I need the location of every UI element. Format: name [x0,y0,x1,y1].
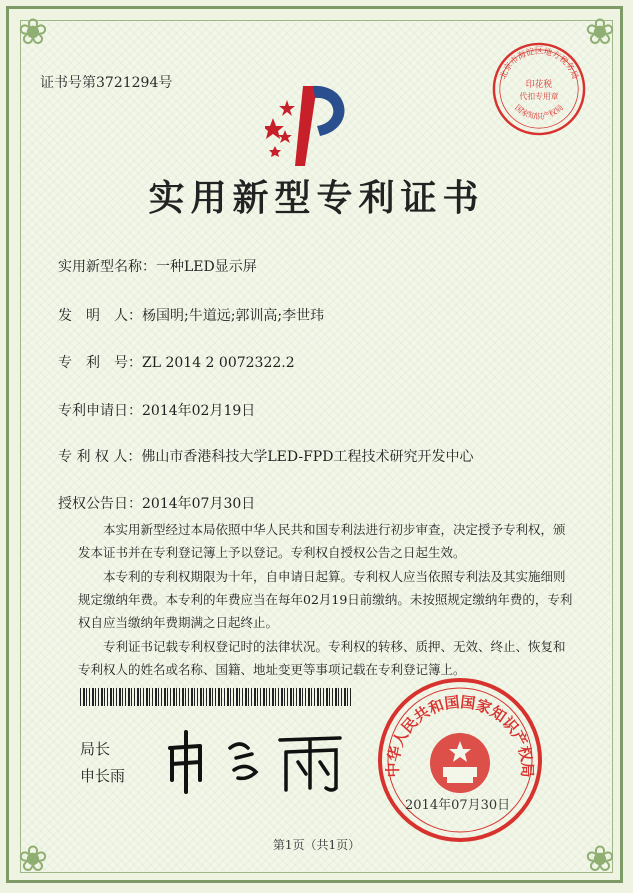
corner-ornament-icon: ❀ [17,12,49,53]
field-value: ZL 2014 2 0072322.2 [142,355,295,371]
field-value: 2014年02月19日 [142,403,256,419]
field-application-date [58,400,255,420]
svg-text:北京市海淀区地方税务局 [497,46,580,81]
national-emblem-icon [430,733,490,793]
stamp-date: 2014年07月30日 [405,798,511,813]
field-grant-date [58,493,255,513]
director-title: 局长 [80,740,111,758]
field-label: 发 明 人： [58,308,142,324]
corner-ornament-icon: ❀ [17,839,49,880]
seal-top-ring-text: 北京市海淀区地方税务局 [497,45,581,81]
field-value: 杨国明;牛道远;郭训高;李世玮 [142,308,325,324]
field-value: 一种LED显示屏 [156,259,257,275]
svg-text:国家知识产权局 [513,103,565,121]
seal-big-ring-text: 中华人民共和国国家知识产权局 [383,693,537,778]
field-value: 2014年07月30日 [142,496,256,512]
field-patentee [58,446,473,466]
certificate-body-text [78,518,576,682]
barcode-icon [80,688,352,706]
field-label: 实用新型名称： [58,259,156,275]
corner-ornament-icon: ❀ [584,12,616,53]
field-value: 佛山市香港科技大学LED-FPD工程技术研究开发中心 [141,449,474,465]
national-ip-office-seal [375,675,545,845]
seal-top-bottom-text: 国家知识产权局 [513,102,565,121]
corner-ornament-icon: ❀ [584,839,616,880]
tax-seal-stamp [490,40,588,138]
certificate-number: 证书号第3721294号 [40,75,173,91]
patent-office-logo-icon [265,78,365,168]
certificate-title: 实用新型专利证书 [148,177,485,219]
director-signature-icon [160,718,360,798]
director-name: 申长雨 [80,767,126,785]
field-inventors [58,305,324,325]
field-utility-model-name [58,256,257,276]
field-label: 专利申请日： [58,403,142,419]
body-paragraph: 本实用新型经过本局依照中华人民共和国专利法进行初步审查，决定授予专利权，颁发本证书并在专利登记簿上予以登记。专利权自授权公告之日起生效。 [78,522,566,560]
seal-top-center-line1: 印花税 [525,80,553,91]
field-patent-number [58,352,295,372]
field-label: 专 利 号： [58,355,142,371]
page-number: 第1页（共1页） [272,838,361,852]
field-label: 授权公告日： [58,496,142,512]
body-paragraph: 本专利的专利权期限为十年，自申请日起算。专利权人应当依照专利法及其实施细则规定缴纳年费。本专利的年费应当在每年02月19日前缴纳。未按照规定缴纳年费的，专利权自应当缴纳年费期满之日起终止。 [78,569,573,630]
field-label: 专 利 权 人： [58,449,142,465]
body-paragraph: 专利证书记载专利权登记时的法律状况。专利权的转移、质押、无效、终止、恢复和专利权人的姓名或名称、国籍、地址变更等事项记载在专利登记簿上。 [78,639,566,677]
seal-top-center-line2: 代扣专用章 [519,91,559,101]
